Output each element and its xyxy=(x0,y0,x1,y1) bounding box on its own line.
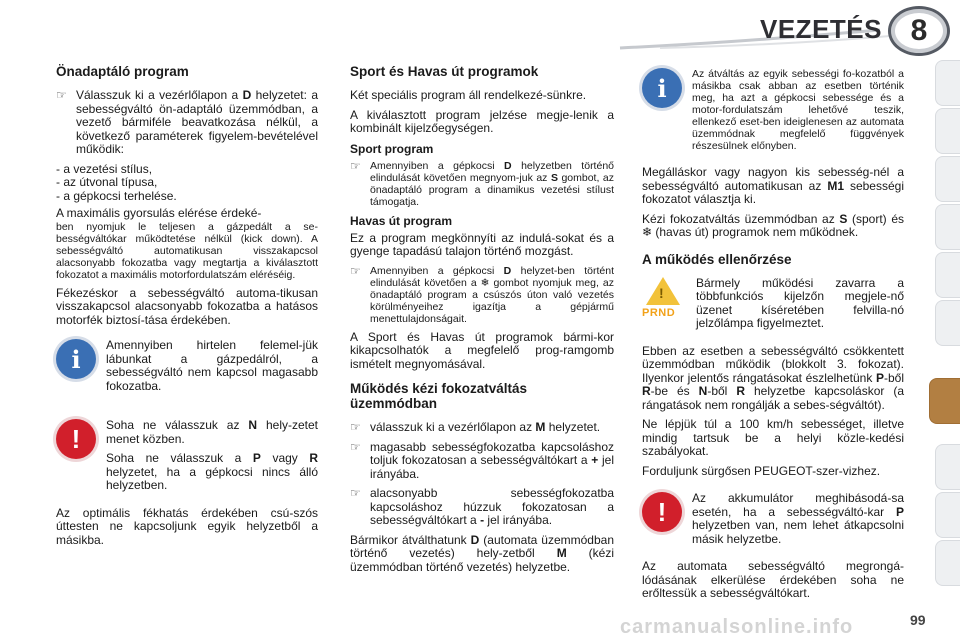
list-item: - a gépkocsi terhelése. xyxy=(56,188,177,203)
bullet-text: magasabb sebességfokozatba kapcsoláshoz toljuk fokozatosan a sebességváltókart a + jel irányába. xyxy=(370,439,614,481)
switch-mode-paragraph: Bármikor átválthatunk D (automata üzemmódban történő vezetés) hely-zetből M (kézi üzemmódban történő vezetés) helyzetbe. xyxy=(350,532,615,574)
kickdown-paragraph-cont: ben nyomjuk le teljesen a gázpedált a se-bességváltókar működtetése nélkül (kick down). A sebességváltó automatikusan visszakapcsol alacsonyabb fokozatba vagy megtartja a kiválasztott fokozatot a maximális motorfordulatszám eléréséig. xyxy=(56,220,318,281)
chapter-tabs xyxy=(928,60,960,630)
chapter-tab-11[interactable] xyxy=(935,540,960,586)
column-middle xyxy=(350,60,614,580)
list-item: - az útvonal típusa, xyxy=(56,175,158,189)
list-item: - a vezetési stílus, xyxy=(56,161,153,176)
warning-icon: ! xyxy=(56,419,96,459)
pointing-hand-icon: ☞ xyxy=(350,263,361,278)
bullet-text: alacsonyabb sebességfokozatba kapcsoláshoz húzzuk fokozatosan a sebességváltókart a - jel irányába. xyxy=(370,486,614,527)
pointing-hand-icon: ☞ xyxy=(350,486,361,500)
info-icon: i xyxy=(642,68,682,108)
bullet-item xyxy=(350,421,614,435)
column-left xyxy=(56,60,318,553)
bullet-item xyxy=(350,160,614,208)
warning-note xyxy=(56,419,318,499)
bullet-text: Válasszuk ki a vezérlőlapon a D helyzetet: a sebességváltó ön-adaptáló üzemmódban, a vezető bármiféle beavatkozása nélkül, a következő paraméterek figyelem-bevételével működik: xyxy=(76,88,318,156)
subheading-snow: Havas út program xyxy=(350,213,453,228)
watermark: carmanualsonline.info xyxy=(620,616,854,638)
speed-limit-paragraph: Ne lépjük túl a 100 km/h sebességet, illetve mindig tartsuk be a helyi közle-kedési szabályokat. xyxy=(642,417,904,458)
info-note xyxy=(642,68,904,158)
chapter-tab-9[interactable] xyxy=(935,444,960,490)
page-number: 99 xyxy=(910,612,926,628)
column-right xyxy=(642,60,904,607)
chapter-tab-6[interactable] xyxy=(935,300,960,346)
parameter-list xyxy=(56,163,318,204)
chapter-tab-4[interactable] xyxy=(935,204,960,250)
bullet-text: Amennyiben a gépkocsi D helyzet-ben történt elindulását követően a ❄ gombot nyomjuk meg, az önadaptáló program a csúszós úton való vezetés körülményeihez igazítja a gépjármű menettulajdonságait. xyxy=(370,264,614,325)
pointing-hand-icon: ☞ xyxy=(350,439,361,454)
info-icon: i xyxy=(56,339,96,379)
section-heading-self-adaptive: Önadaptáló program xyxy=(56,64,189,79)
kickdown-paragraph: A maximális gyorsulás elérése érdeké- xyxy=(56,206,262,220)
chapter-tab-1[interactable] xyxy=(935,60,960,106)
slippery-road-paragraph: Az optimális fékhatás érdekében csú-szós úttesten ne kapcsoljunk egyik helyzetből a másikba. xyxy=(56,505,318,547)
malfunction-note-text: Bármely működési zavarra a többfunkciós kijelzőn megjele-nő üzenet kíséretében felvilla-nó jelzőlámpa figyelmeztet. xyxy=(696,275,904,330)
chapter-tab-10[interactable] xyxy=(935,492,960,538)
bullet-item xyxy=(350,487,614,528)
info-note-text: Amennyiben hirtelen felemel-jük lábunkat a gázpedálról, a sebességváltó nem kapcsol magasabb fokozatba. xyxy=(106,338,318,393)
manual-programs-paragraph: Kézi fokozatváltás üzemmódban az S (sport) és ❄ (havas út) programok nem működnek. xyxy=(642,211,904,239)
braking-paragraph: Fékezéskor a sebességváltó automa-tikusan visszakapcsol alacsonyabb fokozatba a hatásos motorfék biztosí-tása érdekében. xyxy=(56,285,318,327)
info-note xyxy=(56,339,318,399)
page-header xyxy=(0,0,960,50)
section-heading-manual: Működés kézi fokozatváltás üzemmódban xyxy=(350,381,528,411)
chapter-tab-5[interactable] xyxy=(935,252,960,298)
gear-lever-paragraph: Az automata sebességváltó megrongá-lódásának elkerülése érdekében soha ne erőltessük a sebességváltókart. xyxy=(642,559,904,600)
section-heading-sport-snow: Sport és Havas út programok xyxy=(350,64,539,79)
pointing-hand-icon: ☞ xyxy=(350,158,361,173)
intro-paragraph: A kiválasztott program jelzése megje-lenik a kombinált kijelzőegységen. xyxy=(350,107,614,135)
degraded-mode-paragraph: Ebben az esetben a sebességváltó csökkentett üzemmódban működik (blokkolt 3. fokozat). Ilyenkor jelentős rángatásokat észlelhetünk P-ből R-be és N-ből R helyzetbe kapcsoláskor (a rángatások nem rongálják a sebes-ségváltót). xyxy=(642,343,905,412)
bullet-item xyxy=(56,89,318,157)
chapter-title: VEZETÉS xyxy=(760,14,882,44)
malfunction-note xyxy=(642,277,904,337)
chapter-number-badge: 8 xyxy=(888,6,950,56)
stop-paragraph: Megálláskor vagy nagyon kis sebesség-nél a sebességváltó automatikusan az M1 sebességi fokozatot választja ki. xyxy=(642,165,904,206)
bullet-text: válasszuk ki a vezérlőlapon az M helyzetet. xyxy=(370,420,601,434)
bullet-item xyxy=(350,441,614,482)
chapter-tab-2[interactable] xyxy=(935,108,960,154)
programs-off-paragraph: A Sport és Havas út programok bármi-kor kikapcsolhatók a megfelelő prog-ramgomb ismételt megnyomásával. xyxy=(350,329,614,371)
chapter-tab-8-active[interactable] xyxy=(929,378,960,424)
bullet-text: Amennyiben a gépkocsi D helyzetben történő elindulását követően megnyom-juk az S gombot, az önadaptáló program a dinamikus vezetési stílust támogatja. xyxy=(370,159,614,208)
pointing-hand-icon: ☞ xyxy=(56,88,67,102)
subheading-sport: Sport program xyxy=(350,141,434,156)
service-paragraph: Forduljunk sürgősen PEUGEOT-szer-vizhez. xyxy=(642,463,881,478)
warning-note-text: Az akkumulátor meghibásodá-sa esetén, ha a sebességváltó-kar P helyzetben van, nem lehet átkapcsolni másik helyzetbe. xyxy=(692,491,904,546)
snow-intro-paragraph: Ez a program megkönnyíti az indulá-sokat és a gyenge tapadású talajon történő mozgást. xyxy=(350,230,614,258)
section-heading-check: A működés ellenőrzése xyxy=(642,251,792,267)
warning-icon: ! xyxy=(642,492,682,532)
chapter-tab-3[interactable] xyxy=(935,156,960,202)
prnd-warning-icon: ! PRND xyxy=(642,277,686,323)
warning-note xyxy=(642,492,904,552)
intro-paragraph: Két speciális program áll rendelkezé-sünkre. xyxy=(350,88,587,102)
warning-note-text: Soha ne válasszuk az N hely-zetet menet közben. Soha ne válasszuk a P vagy R helyzetet, ha a gépkocsi nincs álló helyzetben. xyxy=(106,418,318,492)
bullet-item xyxy=(350,265,614,325)
pointing-hand-icon: ☞ xyxy=(350,420,361,434)
info-note-text: Az átváltás az egyik sebességi fo-kozatból a másikba csak abban az esetben történik meg, ha azt a gépkocsi sebessége és a motor-fordulatszám lehetővé teszik, ellenkező eset-ben ideiglenesen az automata üzemmódnak megfelelő függvények részesülnek előnyben. xyxy=(692,68,904,152)
